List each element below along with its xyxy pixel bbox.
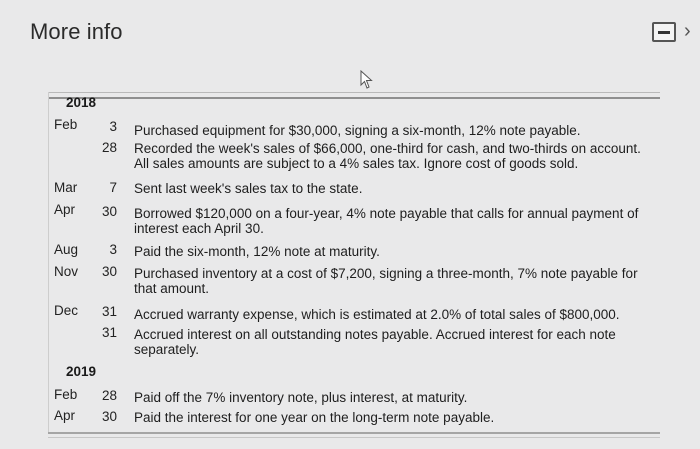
month-label: Apr <box>54 202 76 217</box>
year-label-2018: 2018 <box>66 95 97 110</box>
transaction-description: Paid the six-month, 12% note at maturity. <box>134 244 380 259</box>
year-label-2019: 2019 <box>66 364 97 379</box>
transaction-description: Accrued warranty expense, which is estimated at 2.0% of total sales of $800,000. <box>134 307 620 322</box>
table-top-border <box>48 92 660 93</box>
table-bottom-border <box>48 432 660 434</box>
transaction-description: Recorded the week's sales of $66,000, one-third for cash, and two-thirds on account. All sales amounts are subject to a 4% sales tax. Ignore cost of goods sold. <box>134 141 641 171</box>
day-label: 30 <box>101 264 117 279</box>
month-label: Feb <box>54 117 78 132</box>
month-label: Nov <box>54 264 79 279</box>
dialog-title: More info <box>30 19 123 44</box>
transaction-description: Purchased equipment for $30,000, signing a six-month, 12% note payable. <box>134 123 581 138</box>
day-label: 28 <box>101 140 117 155</box>
day-label: 31 <box>101 304 117 319</box>
month-label: Aug <box>54 242 79 257</box>
day-label: 28 <box>101 388 117 403</box>
table-bottom-border <box>48 437 660 438</box>
day-label: 30 <box>101 409 117 424</box>
transaction-description: Borrowed $120,000 on a four-year, 4% note payable that calls for annual payment of interest each April 30. <box>134 206 639 236</box>
table-left-border <box>48 92 49 434</box>
transaction-description: Sent last week's sales tax to the state. <box>134 181 363 196</box>
day-label: 31 <box>101 325 117 340</box>
minimize-window-icon[interactable] <box>652 22 676 42</box>
transaction-description: Paid the interest for one year on the long-term note payable. <box>134 410 495 425</box>
table-header-divider <box>48 97 660 99</box>
day-label: 3 <box>109 119 117 134</box>
transaction-description: Paid off the 7% inventory note, plus interest, at maturity. <box>134 390 468 405</box>
month-label: Apr <box>54 408 76 423</box>
transaction-description: Accrued interest on all outstanding notes payable. Accrued interest for each note separately. <box>134 327 616 357</box>
month-label: Mar <box>54 180 78 195</box>
month-label: Dec <box>54 303 79 318</box>
day-label: 30 <box>101 204 117 219</box>
transaction-description: Purchased inventory at a cost of $7,200, signing a three-month, 7% note payable for that amount. <box>134 266 638 296</box>
day-label: 3 <box>109 242 117 257</box>
month-label: Feb <box>54 387 78 402</box>
day-label: 7 <box>109 180 117 195</box>
chevron-right-icon[interactable]: › <box>684 20 691 42</box>
